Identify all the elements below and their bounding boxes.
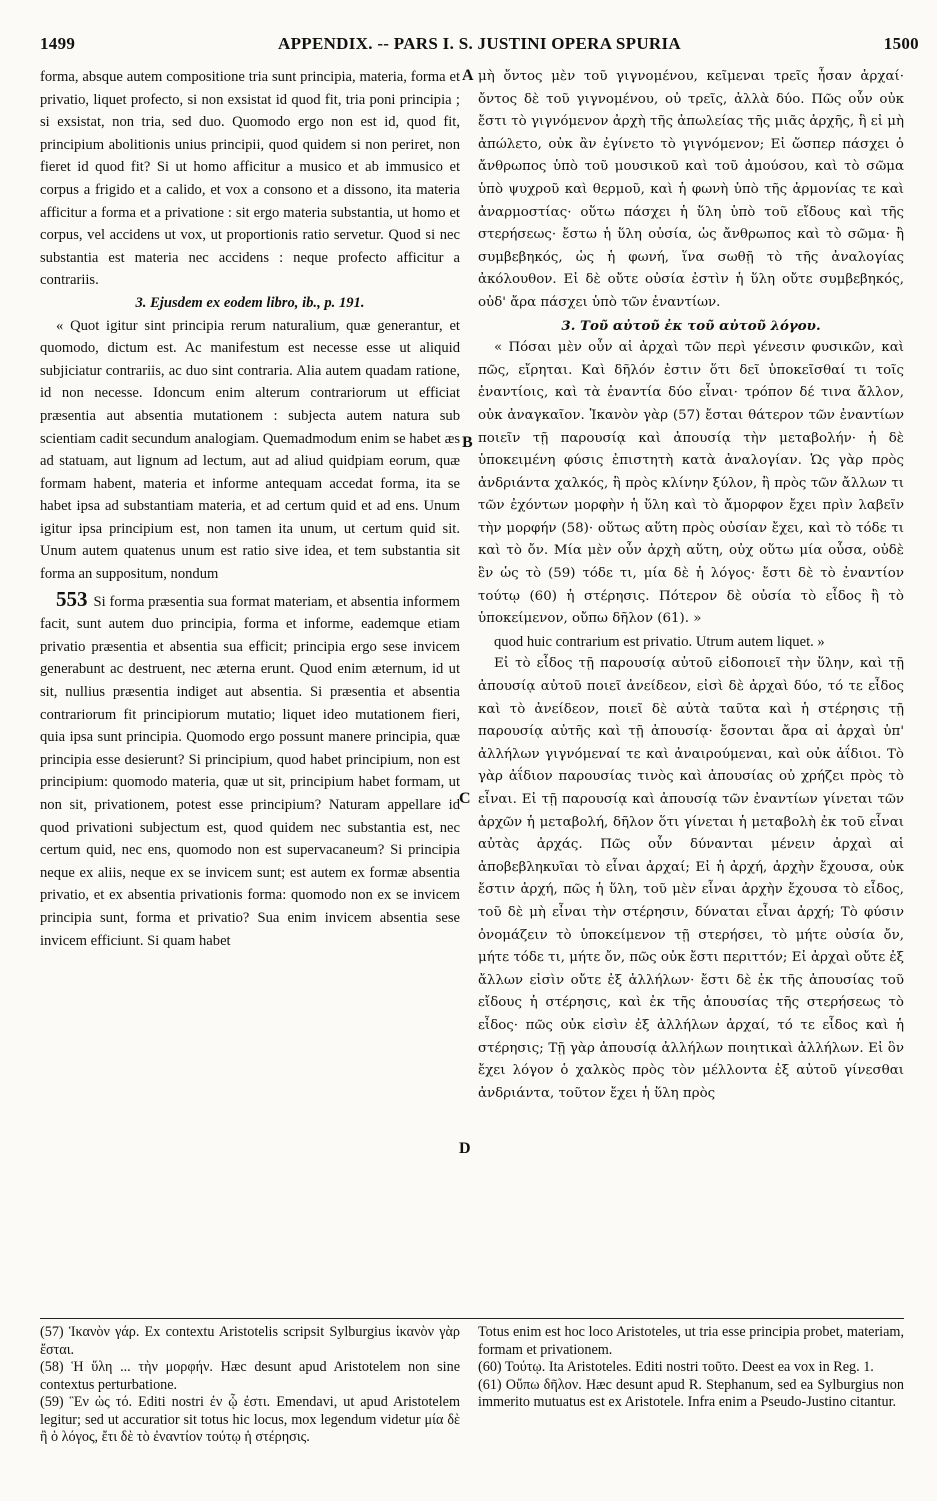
- greek-paragraph: « Πόσαι μὲν οὖν αἱ ἀρχαὶ τῶν περὶ γένεσιν φυσικῶν, καὶ πῶς, εἴρηται. Καὶ δῆλόν ἐστιν ὅτι δεῖ ὑποκεῖσθαί τι τοῖς ἐναντίοις, καὶ τὰ ἐναντία δύο εἶναι· τρόπον δέ τινα ἄλλον, οὐκ ἀναγκαῖον. Ἱκανὸν γὰρ (57) ἔσται θάτερον τῶν ἐναντίων ποιεῖν τῇ παρουσίᾳ καὶ ἀπουσίᾳ τὴν μεταβολήν· ἡ δὲ ὑποκειμένη φύσις ἐπιστητὴ κατὰ ἀναλογίαν. Ὡς γὰρ πρὸς ἀνδριάντα χαλκός, ἢ πρὸς κλίνην ξύλον, ἢ πρὸς τῶν ἄλλων τι τῶν ἐχόντων μορφὴν ἡ ὕλη καὶ τὸ ἄμορφον ἔχει πρὶν λαβεῖν τὴν μορφήν (58)· οὕτως αὕτη πρὸς οὐσίαν ἔχει, καὶ τὸ τόδε τι καὶ τὸ ὄν. Μία μὲν οὖν ἀρχὴ αὕτη, οὐχ οὕτω μία οὖσα, οὐδὲ ἓν ὡς τὸ (59) τόδε τι, μία δὲ ἡ λόγος· ἔστι δὲ τὸ ἐναντίον τούτῳ (60) ἡ στέρησις. Πότερον δὲ οὐσία τὸ εἶδος ἢ τὸ ὑποκείμενον, οὔπω δῆλον (61). »: [478, 340, 904, 627]
- latin-paragraph: forma, absque autem compositione tria sunt principia, materia, forma et privatio, liquet profecto, si non exsistat id quod fit, tria poni principia ; si exsistat, non tria, sed duo. Quomodo ergo non est id, quod fit, principium abolitionis unius principii, quod quidem si non periret, non fieret id quod fit? Si ut homo afficitur a musico et ab immusico et corpus a frigido et a calido, et vox a consono et a dissono, ita materia afficitur a forma et a privatione : sit ergo materia substantia, ut homo et corpus, vel accidens ut vox, ut proportionis ratio servetur. Quod si nec substantia est materia nec accidens : neque profecto afficitur a contrariis.: [40, 69, 460, 289]
- footnote: (59) Ἓν ὡς τό. Editi nostri ἐν ᾧ ἐστι. Emendavi, ut apud Aristotelem legitur; sed ut accuratior sit totus hic locus, mox legendum videtur μία δὲ ἢ ὁ λόγος, ἔτι δὲ τὸ ἐναντίον τούτῳ ἡ στέρησις.: [40, 1394, 460, 1445]
- margin-marker-d: D: [459, 1140, 471, 1157]
- footnotes-left: [40, 1324, 460, 1447]
- running-title: APPENDIX. -- PARS I. S. JUSTINI OPERA SPURIA: [278, 34, 681, 53]
- margin-marker-c: C: [459, 790, 471, 807]
- greek-section-heading: 3. Τοῦ αὐτοῦ ἐκ τοῦ αὐτοῦ λόγου.: [561, 317, 821, 334]
- left-page-number: 1499: [40, 34, 76, 53]
- right-page-number: 1500: [883, 34, 919, 53]
- footnote: Totus enim est hoc loco Aristoteles, ut tria esse principia probet, materiam, formam et privationem.: [478, 1324, 904, 1358]
- greek-paragraph: Εἰ τὸ εἶδος τῇ παρουσίᾳ αὐτοῦ εἰδοποιεῖ τὴν ὕλην, καὶ τῇ ἀπουσίᾳ αὐτοῦ ποιεῖ ἀνείδεον, εἰσὶ δὲ ἀρχαὶ δύο, τό τε εἶδος καὶ τὸ ἀνείδεον, ποιεῖ δὲ αὐτὰ ταῦτα καὶ ἡ στέρησις τῇ παρουσίᾳ αὐτῆς καὶ τῇ ἀπουσίᾳ· ἔσονται ἄρα αἱ ἀρχαὶ ὑπ' ἀλλήλων γιγνόμεναί τε καὶ ἀναιρούμεναι, καὶ οὐκ ἀΐδιοι. Τὸ γὰρ ἀΐδιον παρουσίας τινὸς καὶ ἀπουσίας οὐ χρήζει πρὸς τὸ εἶναι. Εἰ τῇ παρουσίᾳ καὶ ἀπουσίᾳ τῶν ἐναντίων γίνεται τῶν ἀρχῶν ἡ μεταβολή, δῆλον ὅτι γίνεται ἡ μεταβολὴ ἐκ τοῦ εἶναι αὐτὰς ἀρχάς. Πῶς οὖν δύνανται μένειν ἀρχαὶ αἱ ἀποβεβληκυῖαι τὸ εἶναι ἀρχαί; Εἰ ἡ ἀρχή, ἀρχὴν ἔχουσα, οὐκ ἔστιν ἀρχή, πῶς ἡ ὕλη, τοῦ μὲν εἶναι ἀρχὴν ἔχουσα τὸ εἶδος, τοῦ δὲ μὴ εἶναι τὴν στέρησιν, δύναται εἶναι ἀρχή; Τὸ φύσιν ὀνομάζειν τὸ ὑποκείμενον τῇ στερήσει, τὸ μήτε οὐσία ὄν, μήτε τόδε τι, μήτε ὄν, πῶς οὐκ ἔστι περιττόν; Εἰ ἀρχαὶ οὔτε ἐξ ἄλλων εἰσὶν οὔτε ἐξ ἀλλήλων· ἔστι δὲ ἐκ τῆς ἀπουσίας τοῦ εἴδους ἡ στέρησις, καὶ ἐκ τῆς ἀπουσίας τῆς στερήσεως τὸ εἶδος· πῶς οὐκ εἰσὶν ἐξ ἀλλήλων ἀρχαί, τό τε εἶδος καὶ ἡ στέρησις; Τῇ γὰρ ἀπουσίᾳ ἀλλήλων ποιητικαὶ ἀλλήλων. Εἰ ὃν ἔχει λόγον ὁ χαλκὸς πρὸς τὸν μέλλοντα ἐξ αὐτοῦ γίνεσθαι ἀνδριάντα, τοῦτον ἔχει ἡ ὕλη πρὸς: [478, 656, 904, 1101]
- left-column-latin: [40, 66, 460, 952]
- footnotes-right: [478, 1324, 904, 1412]
- footnote: (61) Οὔπω δῆλον. Hæc desunt apud R. Stephanum, sed ea Sylburgius non immerito mutuatus est ex Aristotele. Infra enim a Pseudo-Justino citantur.: [478, 1376, 904, 1410]
- margin-marker-a: A: [462, 67, 474, 84]
- column-number: 553: [56, 586, 88, 611]
- right-column-greek: [478, 66, 904, 1105]
- page-header: [40, 34, 919, 60]
- footnote: (57) Ἱκανὸν γάρ. Ex contextu Aristotelis scripsit Sylburgius ἱκανὸν γὰρ ἔσται.: [40, 1324, 460, 1358]
- latin-paragraph: « Quot igitur sint principia rerum naturalium, quæ generantur, et quomodo, dictum est. Ac manifestum est necesse esse ut aliquid subjiciatur contrariis, ac duo sint contraria. Alia autem quadam ratione, id non necesse. Idoncum enim alterum contrariorum ut efficiat præsentia aut absentia mutationem : subjecta autem natura sub scientiam cadit secundum analogiam. Quemadmodum enim se habet æs ad statuam, aut lignum ad lectum, aut ad aliud quidpiam eorum, quæ formam habent, materia et informe antequam accedat forma, ita se habet ipsa ad substantiam materia, et ad certum quid et ad ens. Unum igitur ipsa principium est, non tamen ita unum, ut certum quid sit. Unum autem quatenus unum est ratio sive idea, et tem substantia sit forma an suppositum, nondum: [40, 317, 460, 583]
- margin-marker-b: B: [462, 434, 473, 451]
- footnote: (60) Τούτῳ. Ita Aristoteles. Editi nostri τοῦτο. Deest ea vox in Reg. 1.: [478, 1359, 874, 1375]
- footnote: (58) Ἡ ὕλη ... τὴν μορφήν. Hæc desunt apud Aristotelem non sine contextus perturbatione.: [40, 1359, 460, 1393]
- footnote-rule: [40, 1318, 904, 1319]
- latin-continuation: quod huic contrarium est privatio. Utrum autem liquet. »: [494, 633, 825, 650]
- latin-paragraph: [40, 588, 460, 953]
- latin-paragraph-text: Si forma præsentia sua format materiam, et absentia informem facit, sunt autem duo principia, forma et informe, eademque etiam privatio præsentia et absentia sua efficit; principia ergo sese invicem generabunt ac destruent, nec æterna erunt. Quod enim æternum, id ut sit, nullius præsentia indiget aut absentia. Si præsentia et absentia contrariorum fit principiorum mutatio; liquet ideo mutationem fieri, quia ipsa sunt principia. Quomodo ergo possunt manere principia, quæ principia esse desierunt? Si principium, quod habet principium, non est principium: quomodo materia, quæ ut sit, principium habet formam, ut non sit, privationem, potest esse principium? Naturam appellare id quod privationi subjectum est, quod quidem nec substantia est, nec certum quid, nec ens, quomodo non est supervacaneum? Si principia neque ex aliis, neque ex se invicem sunt; est autem ex formæ absentia privatio, et ex absentia privationis forma: quomodo non ex se invicem principia sunt, forma et privatio? Sua enim invicem absentia sese invicem efficiunt. Si quam habet: [40, 593, 460, 949]
- latin-section-heading: 3. Ejusdem ex eodem libro, ib., p. 191.: [135, 294, 365, 311]
- greek-paragraph: μὴ ὄντος μὲν τοῦ γιγνομένου, κεῖμεναι τρεῖς ἦσαν ἀρχαί· ὄντος δὲ τοῦ γιγνομένου, οὐ τρεῖς, ἀλλὰ δύο. Πῶς οὖν οὐκ ἔστι τὸ γιγνόμενον ἀρχὴ τῆς ἀπωλείας τῆς μιᾶς ἀρχῆς, ἣ εἰ μὴ ἀπώλετο, οὐκ ἂν ἐγίνετο τὸ γιγνόμενον; Εἰ ὥσπερ πάσχει ὁ ἄνθρωπος ὑπὸ τοῦ μουσικοῦ καὶ τοῦ ἀμούσου, καὶ τὸ σῶμα ὑπὸ ψυχροῦ καὶ θερμοῦ, καὶ ἡ φωνὴ ὑπὸ τῆς ἁρμονίας τε καὶ ἀναρμοστίας· οὕτω πάσχει ἡ ὕλη ὑπὸ τοῦ εἴδους καὶ τῆς στερήσεως· ἔστω ἡ ὕλη οὐσία, ὡς ἄνθρωπος καὶ τὸ σῶμα· ἢ συμβεβηκός, ὡς ἡ φωνή, ἵνα σωθῇ τὸ τῆς ἀναλογίας ἀκόλουθον. Εἰ δὲ οὔτε οὐσία ἐστὶν ἡ ὕλη οὔτε συμβεβηκός, οὐδ' ἄρα πάσχει ὑπὸ τῶν ἐναντίων.: [478, 69, 904, 310]
